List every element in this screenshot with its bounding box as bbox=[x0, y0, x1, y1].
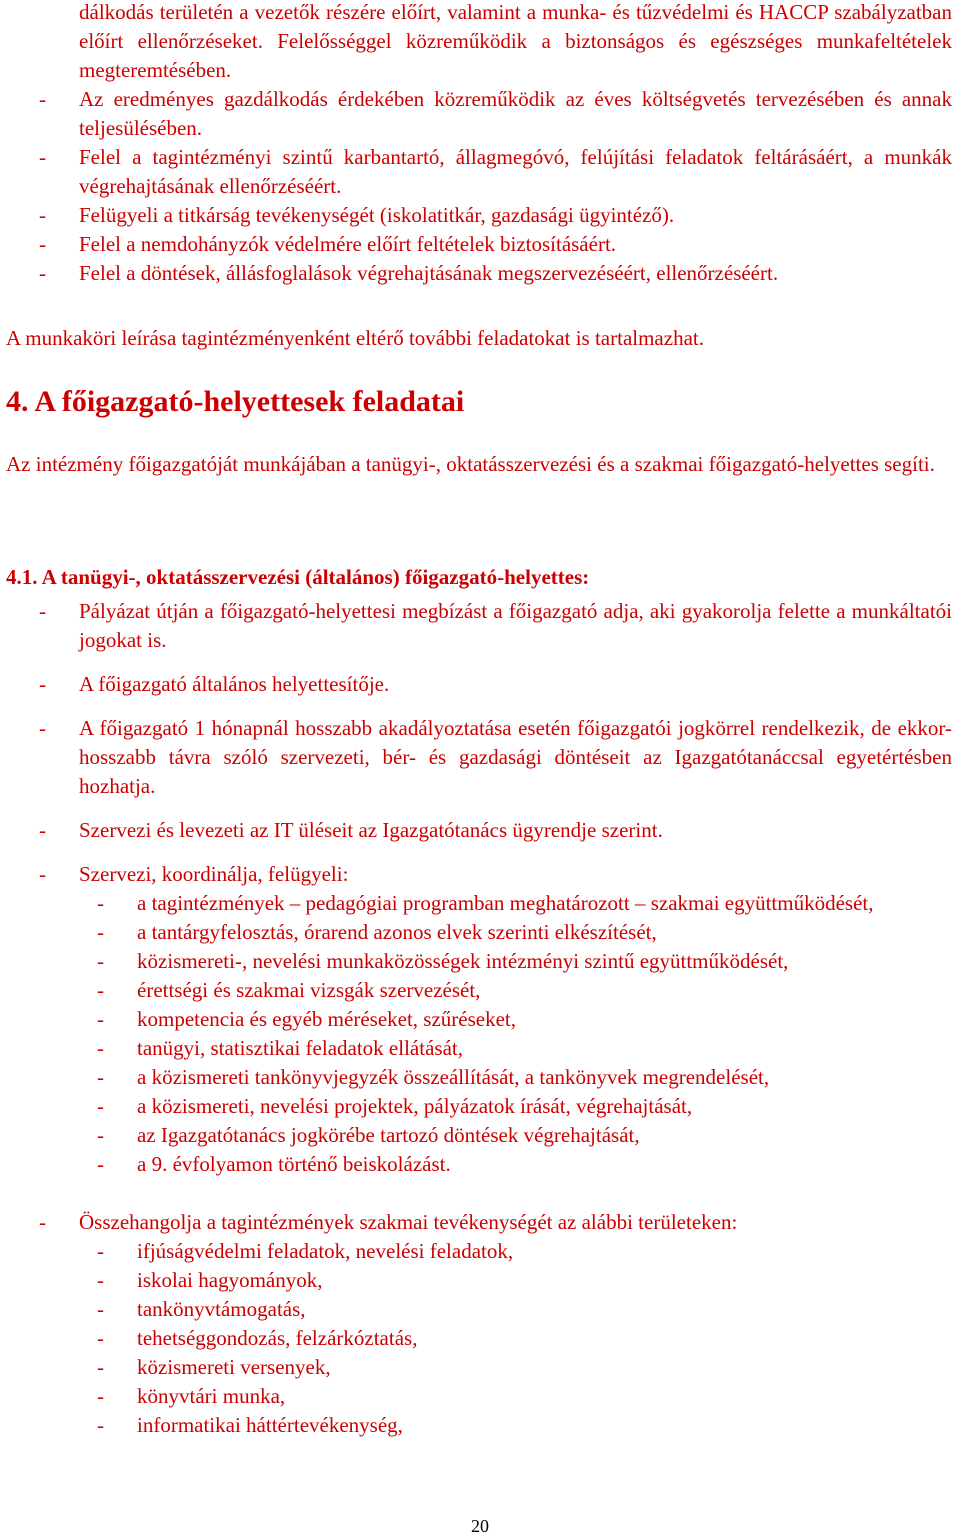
sub-list-item: - közismereti versenyek, bbox=[97, 1355, 331, 1379]
subsection-heading: 4.1. A tanügyi-, oktatásszervezési (általános) főigazgató-helyettes: bbox=[6, 565, 590, 589]
sub-list-item: - érettségi és szakmai vizsgák szervezését, bbox=[97, 978, 481, 1002]
list-item: - Pályázat útján a főigazgató-helyettesi megbízást a főigazgató adja, aki gyakorolja felette a munkáltatói jogokat is. bbox=[39, 599, 952, 652]
sub-list-item: - tanügyi, statisztikai feladatok ellátását, bbox=[97, 1036, 463, 1060]
sub-list-item: - ifjúságvédelmi feladatok, nevelési feladatok, bbox=[97, 1239, 514, 1263]
section-intro: Az intézmény főigazgatóját munkájában a tanügyi-, oktatásszervezési és a szakmai főigazgató-helyettes segíti. bbox=[6, 452, 935, 476]
top-section bbox=[0, 0, 960, 288]
sub-list-item: - a tantárgyfelosztás, órarend azonos elvek szerinti elkészítését, bbox=[97, 920, 657, 944]
sub-list-item: - kompetencia és egyéb méréseket, szűréseket, bbox=[97, 1007, 516, 1031]
list-item: - Felügyeli a titkárság tevékenységét (iskolatitkár, gazdasági ügyintéző). bbox=[39, 203, 675, 227]
sub-list-item: - a közismereti, nevelési projektek, pályázatok írását, végrehajtását, bbox=[97, 1094, 693, 1118]
sub-list-item: - tehetséggondozás, felzárkóztatás, bbox=[97, 1326, 418, 1350]
sub-list-item: - közismereti-, nevelési munkaközösségek intézményi szintű együttműködését, bbox=[97, 949, 789, 973]
list-item: - Felel a nemdohányzók védelmére előírt feltételek biztosításáért. bbox=[39, 232, 617, 256]
sub-list-item: - informatikai háttértevékenység, bbox=[97, 1413, 403, 1437]
page-number: 20 bbox=[471, 1516, 489, 1536]
sub-list-item: - iskolai hagyományok, bbox=[97, 1268, 323, 1292]
subsection-list bbox=[0, 597, 960, 1440]
sub-list-item: - a tagintézmények – pedagógiai programban meghatározott – szakmai együttműködését, bbox=[97, 891, 874, 915]
sub-list-item: - tankönyvtámogatás, bbox=[97, 1297, 306, 1321]
sub-list-item: - az Igazgatótanács jogkörébe tartozó döntések végrehajtását, bbox=[97, 1123, 640, 1147]
list-item: - Szervezi és levezeti az IT üléseit az Igazgatótanács ügyrendje szerint. bbox=[39, 818, 663, 842]
continued-paragraph: dálkodás területén a vezetők részére előírt, valamint a munka- és tűzvédelmi és HACCP szabályzatban előírt ellenőrzéseket. Felelősséggel közreműködik a biztonságos és egészséges munkafeltételek megteremtésében. bbox=[79, 0, 952, 82]
sub-list-item: - a 9. évfolyamon történő beiskolázást. bbox=[97, 1152, 451, 1176]
list-item: - Felel a döntések, állásfoglalások végrehajtásának megszervezéséért, ellenőrzéséért. bbox=[39, 261, 779, 285]
list-item: - Szervezi, koordinálja, felügyeli: bbox=[39, 862, 349, 886]
list-item: - A főigazgató általános helyettesítője. bbox=[39, 672, 390, 696]
sub-list-item: - könyvtári munka, bbox=[97, 1384, 286, 1408]
list-item: - Felel a tagintézményi szintű karbantartó, állagmegóvó, felújítási feladatok feltárásáért, a munkák végrehajtásának ellenőrzéséért. bbox=[39, 145, 952, 198]
note-paragraph: A munkaköri leírása tagintézményenként eltérő további feladatokat is tartalmazhat. bbox=[6, 326, 704, 350]
list-item: - Összehangolja a tagintézmények szakmai tevékenységét az alábbi területeken: bbox=[39, 1210, 738, 1234]
sub-list-item: - a közismereti tankönyvjegyzék összeállítását, a tankönyvek megrendelését, bbox=[97, 1065, 770, 1089]
list-item: - A főigazgató 1 hónapnál hosszabb akadályoztatása esetén főigazgatói jogkörrel rendelkezik, de ekkor- hosszabb távra szóló szervezeti, bér- és gazdasági döntéseit az Igazgatótanáccsal egyetértésben hozhatja. bbox=[39, 716, 952, 798]
section-heading: 4. A főigazgató-helyettesek feladatai bbox=[6, 385, 465, 418]
list-item: - Az eredményes gazdálkodás érdekében közreműködik az éves költségvetés tervezésében és annak teljesülésében. bbox=[39, 87, 952, 140]
